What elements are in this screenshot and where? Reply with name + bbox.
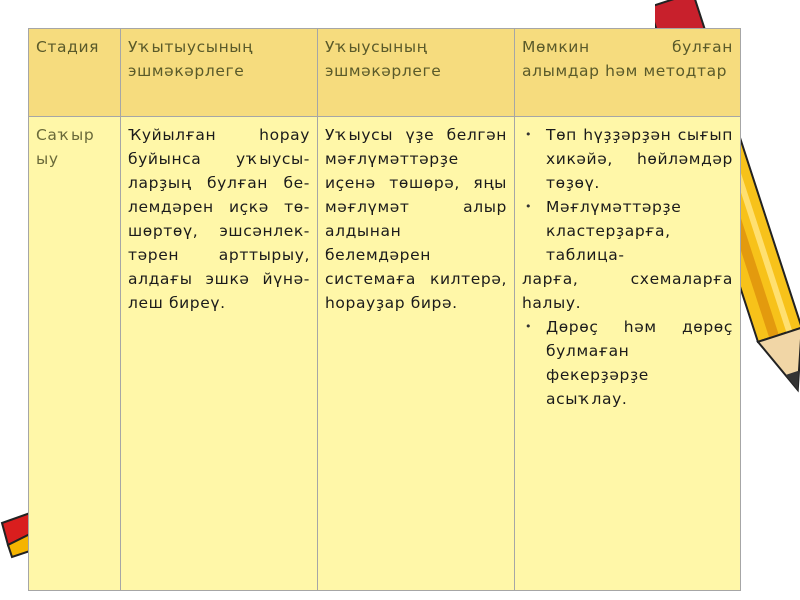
bullet-icon: • xyxy=(525,320,533,333)
header-stage: Стадия xyxy=(29,29,121,117)
cell-methods xyxy=(515,117,741,591)
bullet-icon: • xyxy=(525,128,533,141)
list-item: • Төп һүҙҙәрҙән сығып хикәйә, һөйләмдәр төҙөү. xyxy=(522,123,733,195)
table-row xyxy=(29,117,741,591)
cell-stage: Саҡыр ыу xyxy=(29,117,121,591)
bullet-icon: • xyxy=(525,200,533,213)
table-header-row xyxy=(29,29,741,117)
cell-student-activity: Уҡыусы үҙе белгән мәғлүмәттәрҙе иҫенә төшөрә, яңы мәғлүмәт алыр алдынан белемдәрен системаға килтерә, һорауҙар бирә. xyxy=(318,117,515,591)
lesson-stage-table xyxy=(28,28,741,591)
cell-teacher-activity: Ҡуйылған һорау буйынса уҡыусы-ларҙың булған бе-лемдәрен иҫкә тө-шөртөү, эшсәнлек-тәрен арттырыу, алдағы эшкә йүнә-леш биреү. xyxy=(121,117,318,591)
header-teacher-activity: Уҡытыусының эшмәкәрлеге xyxy=(121,29,318,117)
list-item-continuation: ларға, схемаларға һалыу. xyxy=(522,270,733,312)
header-methods: Мөмкин булған алымдар һәм методтар xyxy=(515,29,741,117)
list-item: • Дөрөҫ һәм дөрөҫ булмаған фекерҙәрҙе асыҡлау. xyxy=(522,315,733,411)
header-student-activity: Уҡыусының эшмәкәрлеге xyxy=(318,29,515,117)
methods-list xyxy=(522,123,733,411)
list-item: • Мәғлүмәттәрҙе кластерҙарға, таблица- xyxy=(522,195,733,267)
